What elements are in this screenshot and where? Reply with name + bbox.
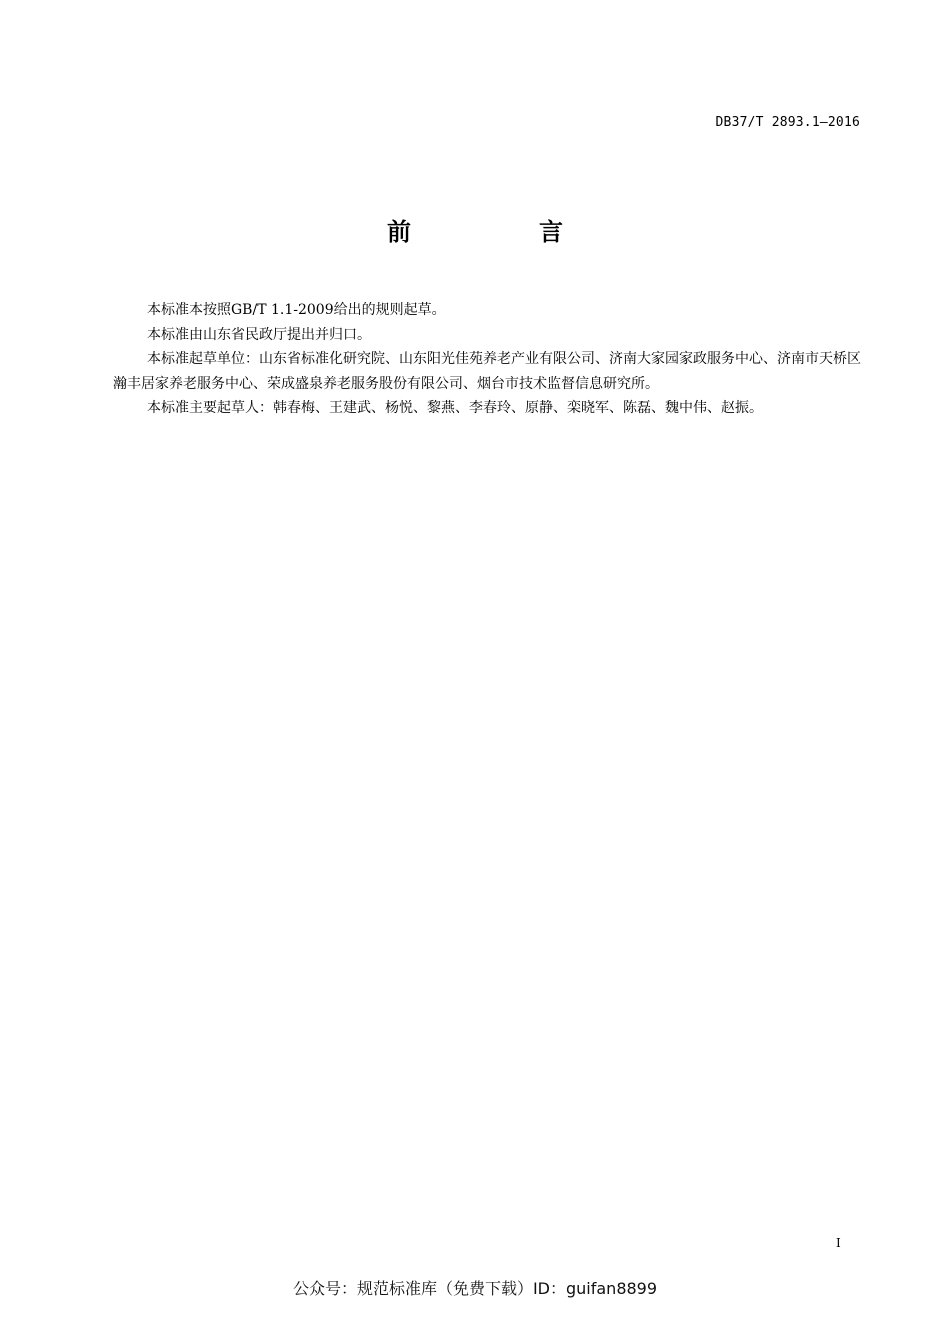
footer-note: 公众号：规范标准库（免费下载）ID：guifan8899 (292, 1279, 658, 1298)
paragraph-drafting-rules: 本标准本按照GB/T 1.1-2009给出的规则起草。 (147, 302, 446, 318)
page-title: 前 言 (387, 218, 615, 246)
page-number: I (836, 1236, 841, 1250)
foreword-body (113, 298, 861, 421)
paragraph-drafting-units: 本标准起草单位：山东省标准化研究院、山东阳光佳苑养老产业有限公司、济南大家园家政服务中心、济南市天桥区瀚丰居家养老服务中心、荣成盛泉养老服务股份有限公司、烟台市技术监督信息研究所。 (113, 351, 861, 392)
paragraph-drafters: 本标准主要起草人：韩春梅、王建武、杨悦、黎燕、李春玲、原静、栾晓军、陈磊、魏中伟、赵振。 (147, 400, 763, 416)
paragraph-proposer: 本标准由山东省民政厅提出并归口。 (147, 326, 371, 343)
standard-code: DB37/T 2893.1—2016 (715, 115, 860, 130)
